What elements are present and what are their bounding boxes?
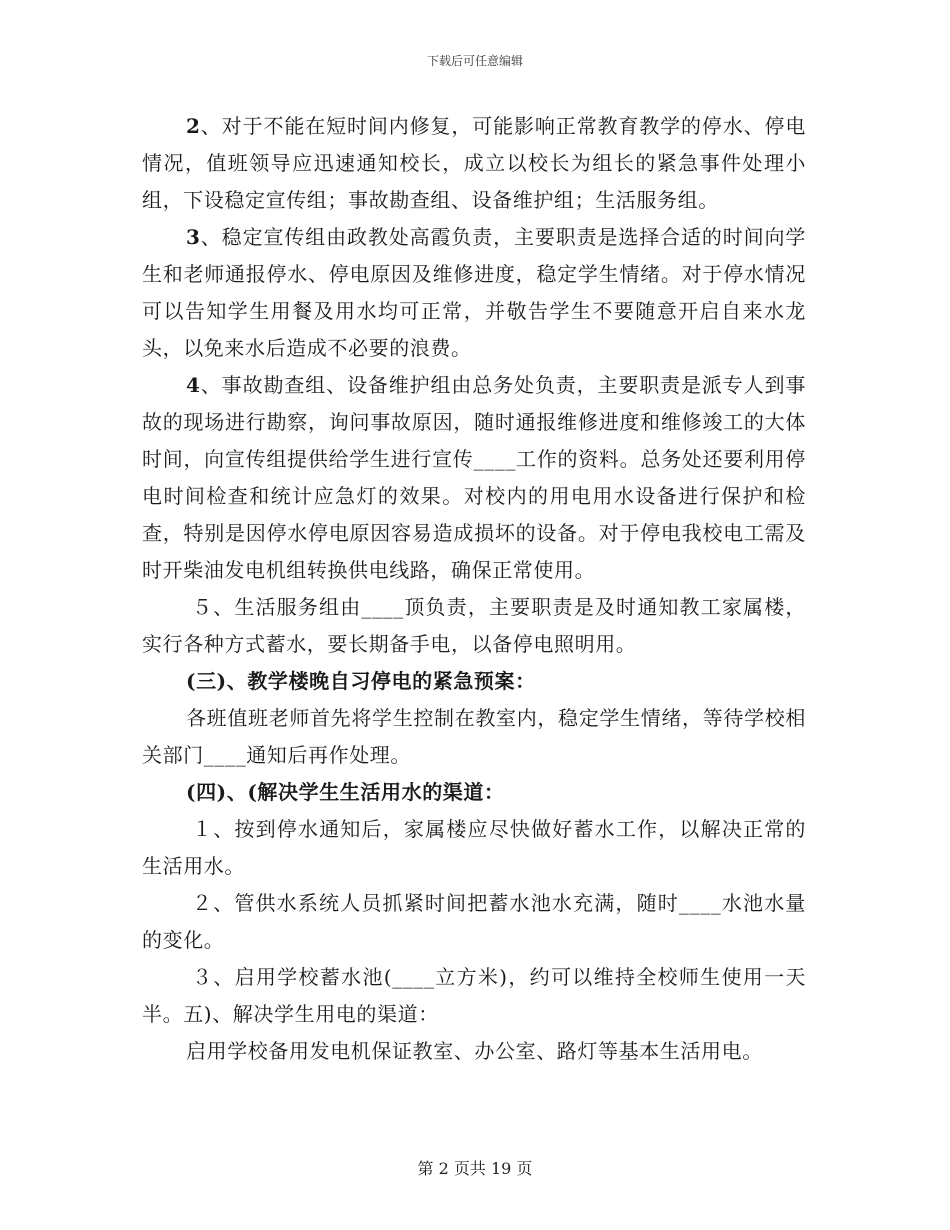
page-number: 第 2 页共 19 页 (417, 1159, 533, 1178)
paragraph-text: 、对于不能在短时间内修复，可能影响正常教育教学的停水、停电情况，值班领导应迅速通知校长，成立以校长为组长的紧急事件处理小组，下设稳定宣传组；事故勘查组、设备维护组；生活服务组。 (142, 114, 806, 212)
paragraph-generator: 启用学校备用发电机保证教室、办公室、路灯等基本生活用电。 (186, 1039, 763, 1063)
paragraph-item-3 (142, 219, 806, 367)
item-number: 2 (186, 114, 201, 138)
document-body (142, 108, 806, 1070)
paragraph-item-5: ５、生活服务组由____顶负责，主要职责是及时通知教工家属楼，实行各种方式蓄水，要长期备手电，以备停电照明用。 (142, 595, 806, 656)
item-number: 4 (186, 373, 201, 397)
paragraph-item-4 (142, 367, 806, 589)
paragraph-water-3: ３、启用学校蓄水池(____立方米)，约可以维持全校师生使用一天半。五)、解决学生用电的渠道： (142, 965, 806, 1026)
page-header-note: 下载后可任意编辑 (426, 54, 523, 68)
paragraph-item-2 (142, 108, 806, 219)
section-heading-3: (三)、教学楼晚自习停电的紧急预案： (186, 669, 536, 693)
section-heading-4: (四)、(解决学生生活用水的渠道： (186, 780, 505, 804)
paragraph-water-1: １、按到停水通知后，家属楼应尽快做好蓄水工作，以解决正常的生活用水。 (142, 817, 806, 878)
paragraph-evening-study: 各班值班老师首先将学生控制在教室内，稳定学生情绪，等待学校相关部门____通知后再作处理。 (142, 706, 806, 767)
paragraph-text: 、事故勘查组、设备维护组由总务处负责，主要职责是派专人到事故的现场进行勘察，询问事故原因，随时通报维修进度和维修竣工的大体时间，向宣传组提供给学生进行宣传____工作的资料。总务处还要利用停电时间检查和统计应急灯的效果。对校内的用电用水设备进行保护和检查，特别是因停水停电原因容易造成损坏的设备。对于停电我校电工需及时开柴油发电机组转换供电线路，确保正常使用。 (142, 373, 806, 582)
paragraph-text: 、稳定宣传组由政教处高霞负责，主要职责是选择合适的时间向学生和老师通报停水、停电原因及维修进度，稳定学生情绪。对于停水情况可以告知学生用餐及用水均可正常，并敬告学生不要随意开启自来水龙头，以免来水后造成不必要的浪费。 (142, 225, 806, 360)
item-number: 3 (186, 225, 201, 249)
paragraph-water-2: ２、管供水系统人员抓紧时间把蓄水池水充满，随时____水池水量的变化。 (142, 891, 806, 952)
